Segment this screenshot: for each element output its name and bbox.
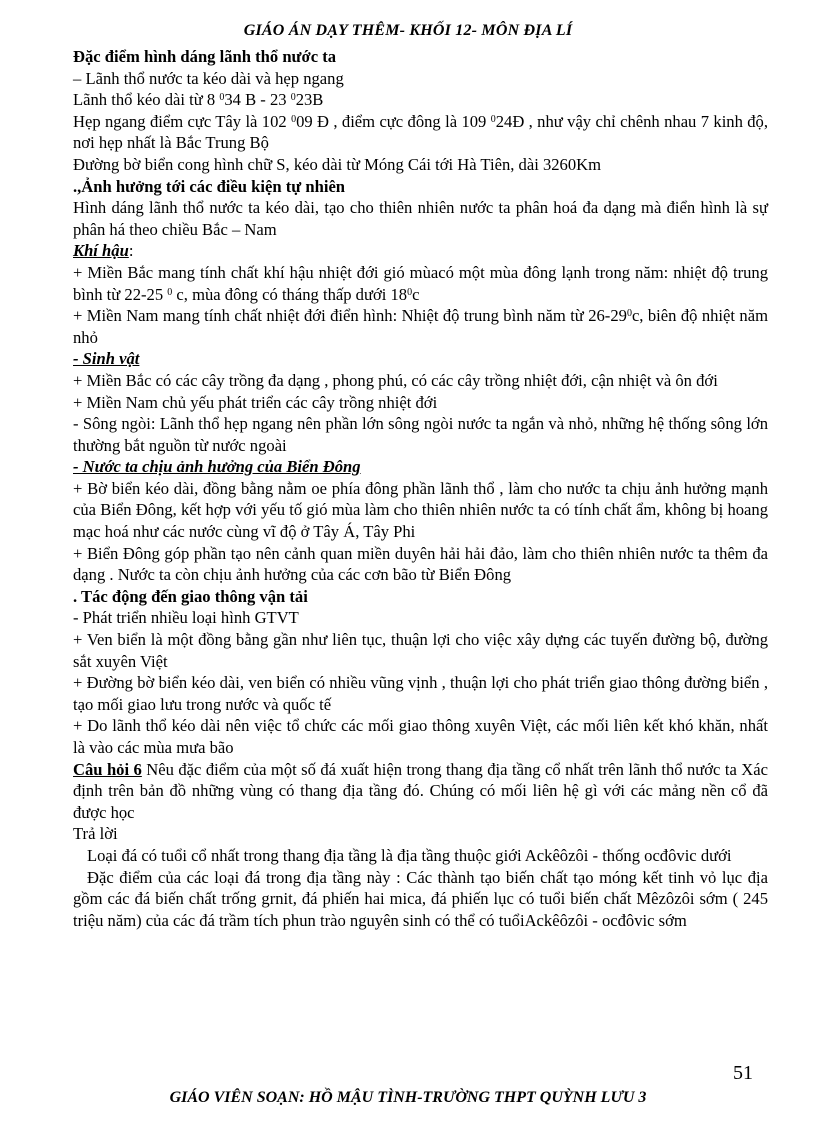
shape-heading: Đặc điểm hình dáng lãnh thổ nước ta <box>73 47 337 66</box>
transport-heading: . Tác động đến giao thông vận tải <box>73 586 308 606</box>
transport-item-2: + Ven biển là một đồng bằng gần như liên tục, thuận lợi cho việc xây dựng các tuyến đường bộ, đường sắt xuyên Việt <box>73 630 768 671</box>
coastline-line: Đường bờ biển cong hình chữ S, kéo dài từ Móng Cái tới Hà Tiên, dài 3260Km <box>73 154 602 174</box>
sea-paragraph-2: + Biển Đông góp phần tạo nên cảnh quan miền duyên hải hải đảo, làm cho thiên nhiên nước ta thêm đa dạng . Nước ta còn chịu ảnh hưởng của các cơn bão từ Biển Đông <box>73 543 768 585</box>
page-header: GIÁO ÁN DẠY THÊM- KHỐI 12- MÔN ĐỊA LÍ <box>243 22 573 39</box>
climate-title: Khí hậu: <box>73 241 134 261</box>
longitude-line: Hẹp ngang điểm cực Tây là 102 $^0$09 Đ , điểm cực đông là 109 $^0$24Đ , như vậy chỉ chênh nhau 7 kinh độ, nơi hẹp nhất là Bắc Trung Bộ <box>73 111 769 153</box>
answer-paragraph-1: Loại đá có tuổi cổ nhất trong thang địa tầng là địa tầng thuộc giới Ackêôzôi - thống ocđôvic dưới <box>87 845 732 865</box>
question-paragraph: Câu hỏi 6 Nêu đặc điểm của một số đá xuất hiện trong thang địa tầng cổ nhất trên lãnh thổ nước ta Xác định trên bản đồ những vùng có thang địa tầng đó. Chúng có mối liên hệ gì với các mảng nền cổ đã được học <box>73 759 768 822</box>
territory-line: – Lãnh thổ nước ta kéo dài và hẹp ngang <box>73 68 344 88</box>
question-label: Câu hỏi 6 <box>73 759 142 779</box>
rivers-paragraph: - Sông ngòi: Lãnh thổ hẹp ngang nên phần lớn sông ngòi nước ta ngắn và nhỏ, những hệ thống sông lớn thường bắt nguồn từ nước ngoài <box>73 414 768 455</box>
transport-item-4: + Do lãnh thổ kéo dài nên việc tổ chức các mối giao thông xuyên Việt, các mối liên kết khó khăn, nhất là vào các mùa mưa bão <box>73 716 768 757</box>
document-body <box>73 46 768 931</box>
nature-intro: Hình dáng lãnh thổ nước ta kéo dài, tạo cho thiên nhiên nước ta phân hoá đa dạng mà điển hình là sự phân há theo chiều Bắc – Nam <box>73 198 768 239</box>
answer-paragraph-2: Đặc điểm của các loại đá trong địa tầng này : Các thành tạo biến chất tạo móng kết tinh vỏ lục địa gồm các đá biến chất trống grnit, đá phiến hai mica, đá phiến lục có tuổi biến chất Mêzôzôi sớm ( 245 triệu năm) của các đá trầm tích phun trào nguyên sinh có thể có tuổiAckêôzôi - ocđôvic sớm <box>73 867 768 930</box>
page-number: 51 <box>733 1062 753 1084</box>
nature-heading: .,Ảnh hưởng tới các điều kiện tự nhiên <box>73 176 346 196</box>
bio-south: + Miền Nam chủ yếu phát triển các cây trồng nhiệt đới <box>73 392 438 412</box>
sea-paragraph-1: + Bờ biển kéo dài, đồng bằng nằm oe phía đông phần lãnh thổ , làm cho nước ta chịu ảnh hưởng mạnh của Biển Đông, kết hợp với yếu tố gió mùa làm cho thiên nhiên nước ta có tính chất ẩm, không bị hoang mạc hoá như các nước cùng vĩ độ ở Tây Á, Tây Phi <box>73 478 768 542</box>
latitude-line: Lãnh thổ kéo dài từ 8 $^0$34 B - 23 $^0$23B <box>73 90 324 110</box>
bio-title: - Sinh vật <box>73 349 140 369</box>
sea-title: - Nước ta chịu ảnh hưởng của Biển Đông <box>73 457 361 477</box>
climate-south: + Miền Nam mang tính chất nhiệt đới điển hình: Nhiệt độ trung bình năm từ $26-29^0c$, biên độ nhiệt năm nhỏ <box>73 306 769 347</box>
bio-north: + Miền Bắc có các cây trồng đa dạng , phong phú, có các cây trồng nhiệt đới, cận nhiệt và ôn đới <box>73 370 718 390</box>
transport-item-3: + Đường bờ biển kéo dài, ven biển có nhiều vũng vịnh , thuận lợi cho phát triển giao thông đường biển , tạo mối giao lưu trong nước và quốc tế <box>73 673 768 714</box>
transport-item-1: - Phát triển nhiều loại hình GTVT <box>73 608 299 628</box>
climate-north: + Miền Bắc mang tính chất khí hậu nhiệt đới gió mùacó một mùa đông lạnh trong năm: nhiệt độ trung bình từ 22-25 $^0$ c, mùa đông có tháng thấp dưới $18^0c$ <box>73 262 768 304</box>
page-footer: GIÁO VIÊN SOẠN: HỒ MẬU TÌNH-TRƯỜNG THPT QUỲNH LƯU 3 <box>169 1089 647 1106</box>
answer-label: Trả lời <box>73 824 118 844</box>
